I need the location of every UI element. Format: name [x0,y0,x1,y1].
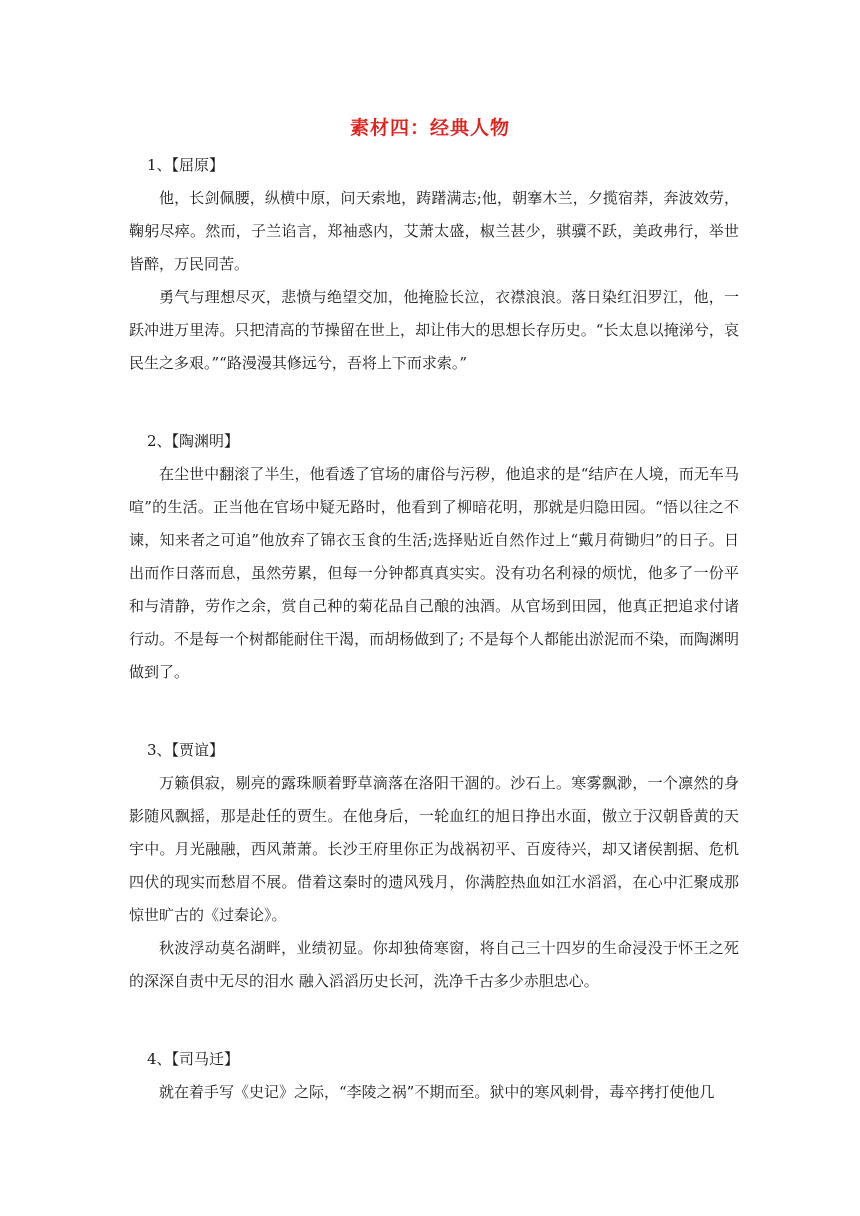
paragraph: 就在着手写《史记》之际，“李陵之祸”不期而至。狱中的寒风刺骨，毒卒拷打使他几 [159,1083,715,1101]
section-sima-qian [129,1044,739,1109]
section-jia-yi [129,735,739,998]
section-heading: 3、【贾谊】 [147,741,225,759]
document-title: 素材四：经典人物 [349,117,510,139]
paragraph: 万籁俱寂，剔亮的露珠顺着野草滴落在洛阳干涸的。沙石上。寒雾飘渺，一个凛然的身影随风飘摇，那是赴任的贾生。在他身后，一轮血红的旭日挣出水面，傲立于汉朝昏黄的天宇中。月光融融，西风萧萧。长沙王府里你正为战祸初平、百废待兴，却又诸侯割据、危机四伏的现实而愁眉不展。借着这秦时的遗风残月，你满腔热血如江水滔滔，在心中汇聚成那惊世旷古的《过秦论》。 [129,774,739,924]
section-spacer [129,998,739,1044]
section-heading: 2、【陶渊明】 [147,432,240,450]
paragraph: 勇气与理想尽灭，悲愤与绝望交加，他掩脸长泣，衣襟浪浪。落日染红汨罗江，他，一跃冲进万里涛。只把清高的节操留在世上，却让伟大的思想长存历史。“长太息以掩涕兮，哀民生之多艰。”“路漫漫其修远兮，吾将上下而求索。” [129,288,739,372]
section-heading: 4、【司马迁】 [147,1050,240,1068]
section-heading: 1、【屈原】 [147,156,225,174]
section-qu-yuan [129,150,739,380]
paragraph: 秋波浮动莫名湖畔，业绩初显。你却独倚寒窗，将自己三十四岁的生命浸没于怀王之死的深深自责中无尽的泪水 融入滔滔历史长河，洗净千古多少赤胆忠心。 [129,939,739,990]
document-body [129,150,739,1109]
section-tao-yuanming [129,426,739,689]
section-spacer [129,689,739,735]
paragraph: 在尘世中翻滚了半生，他看透了官场的庸俗与污秽，他追求的是“结庐在人境，而无车马喧”的生活。正当他在官场中疑无路时，他看到了柳暗花明，那就是归隐田园。“悟以往之不谏，知来者之可追”他放弃了锦衣玉食的生活;选择贴近自然作过上“戴月荷锄归”的日子。日出而作日落而息，虽然劳累，但每一分钟都真真实实。没有功名利禄的烦忧，他多了一份平和与清静，劳作之余，赏自己种的菊花品自己酿的浊酒。从官场到田园，他真正把追求付诸行动。不是每一个树都能耐住干渴，而胡杨做到了; 不是每个人都能出淤泥而不染，而陶渊明做到了。 [129,465,739,681]
paragraph: 他，长剑佩腰，纵横中原，问天索地，踌躇满志;他，朝搴木兰，夕揽宿莽，奔波效劳，鞠躬尽瘁。然而，子兰谄言，郑袖惑内，艾萧太盛，椒兰甚少，骐骥不跃，美政弗行，举世皆醉，万民同苦。 [129,189,739,273]
section-spacer [129,380,739,426]
